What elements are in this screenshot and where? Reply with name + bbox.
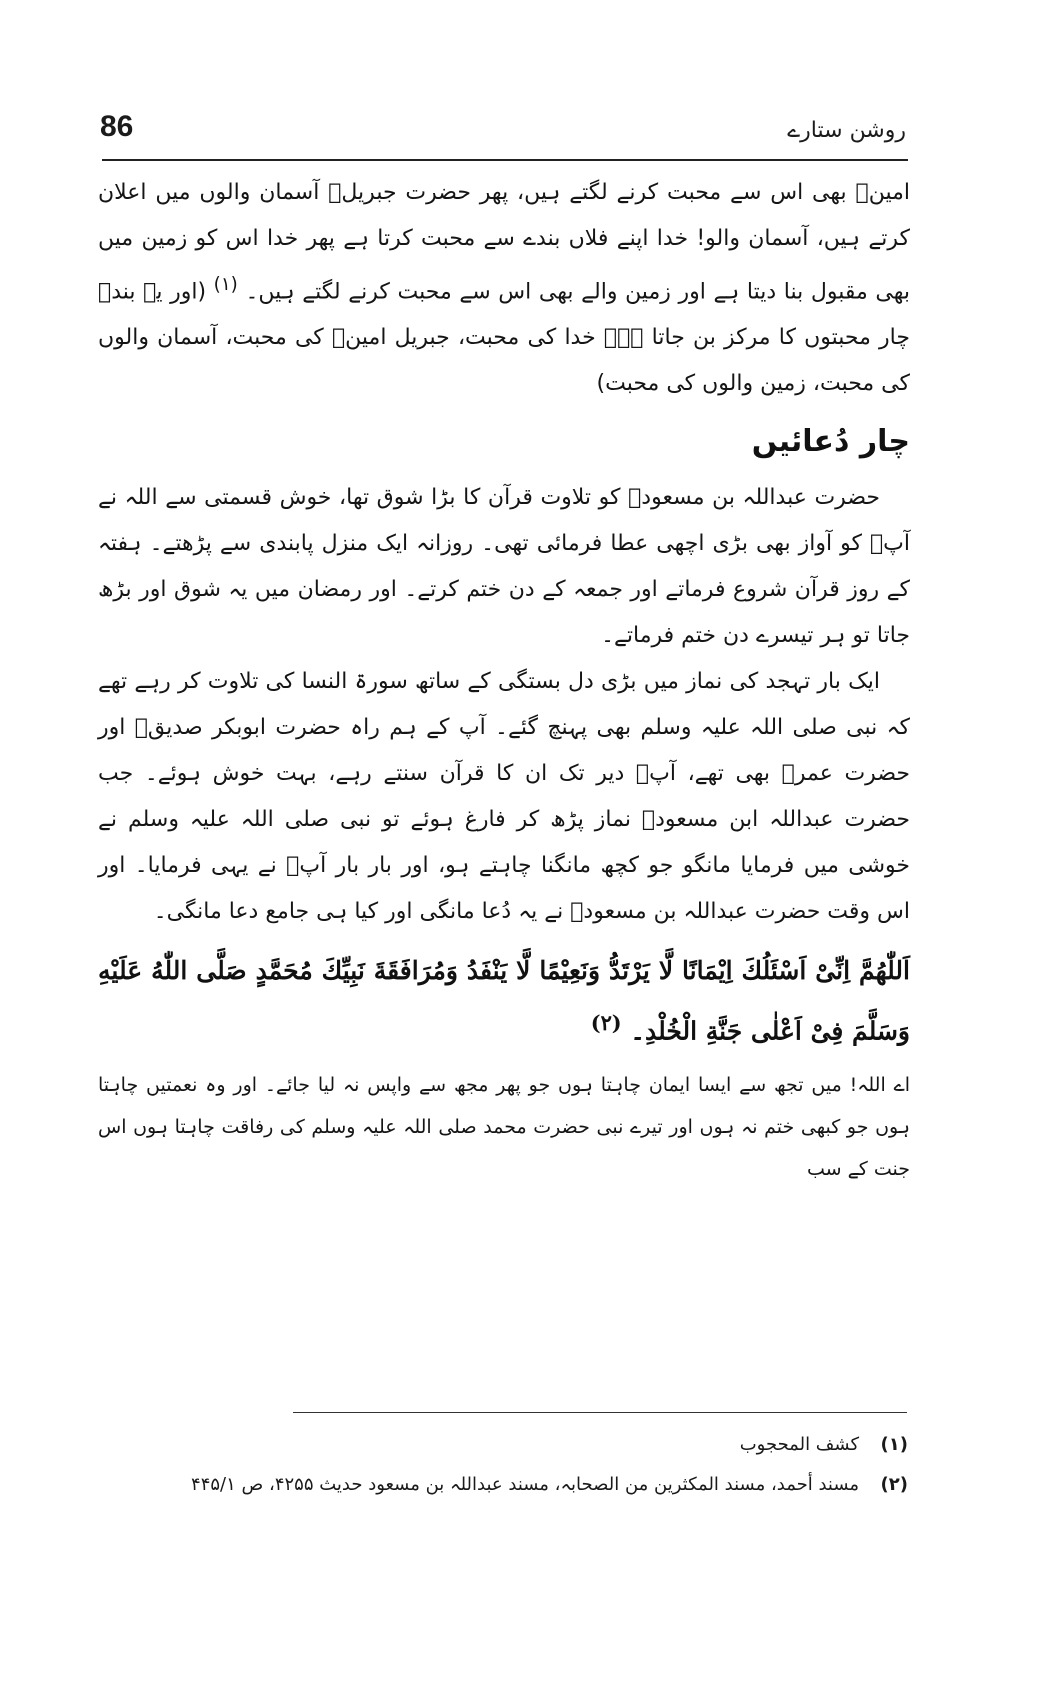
header-rule (102, 159, 908, 161)
dua-translation: اے اللہ! میں تجھ سے ایسا ایمان چاہتا ہوں جو پھر مجھ سے واپس نہ لیا جائے۔ اور وہ نعمتیں چاہتا ہوں جو کبھی ختم نہ ہوں اور تیرے نبی حضرت محمد صلی اللہ علیہ وسلم کی رفاقت چاہتا ہوں اس جنت کے سب (98, 1073, 910, 1180)
paragraph-tahajjud: ایک بار تہجد کی نماز میں بڑی دل بستگی کے ساتھ سورۃ النسا کی تلاوت کر رہے تھے کہ نبی صلی اللہ علیہ وسلم بھی پہنچ گئے۔ آپ کے ہم راہ حضرت ابوبکر صدیقؓ اور حضرت عمرؓ بھی تھے، آپؐ دیر تک ان کا قرآن سنتے رہے، بہت خوش ہوئے۔ جب حضرت عبداللہ ابن مسعودؓ نماز پڑھ کر فارغ ہوئے تو نبی صلی اللہ علیہ وسلم نے خوشی میں فرمایا مانگو جو کچھ مانگنا چاہتے ہو، اور بار بار آپؐ نے یہی فرمایا۔ اور اس وقت حضرت عبداللہ بن مسعودؓ نے یہ دُعا مانگی اور کیا ہی جامع دعا مانگی۔ (98, 669, 910, 925)
footnote-2-text: مسند أحمد، مسند المکثرین من الصحابہ، مسند عبداللہ بن مسعود حدیث ۴۲۵۵، ص ۴۴۵/۱ (191, 1474, 860, 1495)
page-number: 86 (100, 110, 134, 143)
footnotes (98, 1425, 908, 1505)
page-header (100, 110, 906, 160)
section-heading: چار دُعائیں (751, 424, 910, 460)
paragraph-intro (98, 170, 910, 407)
paragraph-intro-text: امینؑ بھی اس سے محبت کرنے لگتے ہیں، پھر حضرت جبریلؑ آسمان والوں میں اعلان کرتے ہیں، آسمان والو! خدا اپنے فلاں بندے سے محبت کرتا ہے پھر خدا اس کو زمین میں بھی مقبول بنا دیتا ہے اور زمین والے بھی اس سے محبت کرنے لگتے ہیں۔ (98, 180, 910, 305)
paragraph-intro-tail: (اور یہ بندہ چار محبتوں کا مرکز بن جاتا ہے۔ خدا کی محبت، جبریل امینؑ کی محبت، آسمان والوں کی محبت، زمین والوں کی محبت) (98, 279, 910, 397)
body-text (98, 170, 910, 1190)
footnote-1-number: (۱) (880, 1434, 908, 1455)
footnote-1 (98, 1425, 908, 1465)
running-title: روشن ستارے (787, 118, 906, 143)
arabic-dua-text: اَللّٰهُمَّ اِنِّیْ اَسْئَلُكَ اِیْمَانًا لَّا یَرْتَدُّ وَنَعِیْمًا لَّا یَنْفَدُ وَمُرَافَقَةَ نَبِیِّكَ مُحَمَّدٍ صَلَّی اللّٰهُ عَلَیْهِ وَسَلَّمَ فِیْ اَعْلٰی جَنَّةِ الْخُلْدِ۔ (98, 956, 910, 1046)
footnote-rule (293, 1412, 907, 1413)
footnote-2-number: (۲) (880, 1474, 908, 1495)
footnote-2 (98, 1465, 908, 1505)
footnote-ref-2: (۲) (590, 1010, 622, 1036)
paragraph-recitation: حضرت عبداللہ بن مسعودؓ کو تلاوت قرآن کا بڑا شوق تھا، خوش قسمتی سے اللہ نے آپؓ کو آواز بھی بڑی اچھی عطا فرمائی تھی۔ روزانہ ایک منزل پابندی سے پڑھتے۔ ہفتہ کے روز قرآن شروع فرماتے اور جمعہ کے دن ختم کرتے۔ اور رمضان میں یہ شوق اور بڑھ جاتا تو ہر تیسرے دن ختم فرماتے۔ (98, 485, 910, 649)
footnote-1-text: کشف المحجوب (739, 1434, 860, 1455)
footnote-ref-1: (۱) (213, 274, 238, 295)
arabic-dua (98, 945, 910, 1057)
